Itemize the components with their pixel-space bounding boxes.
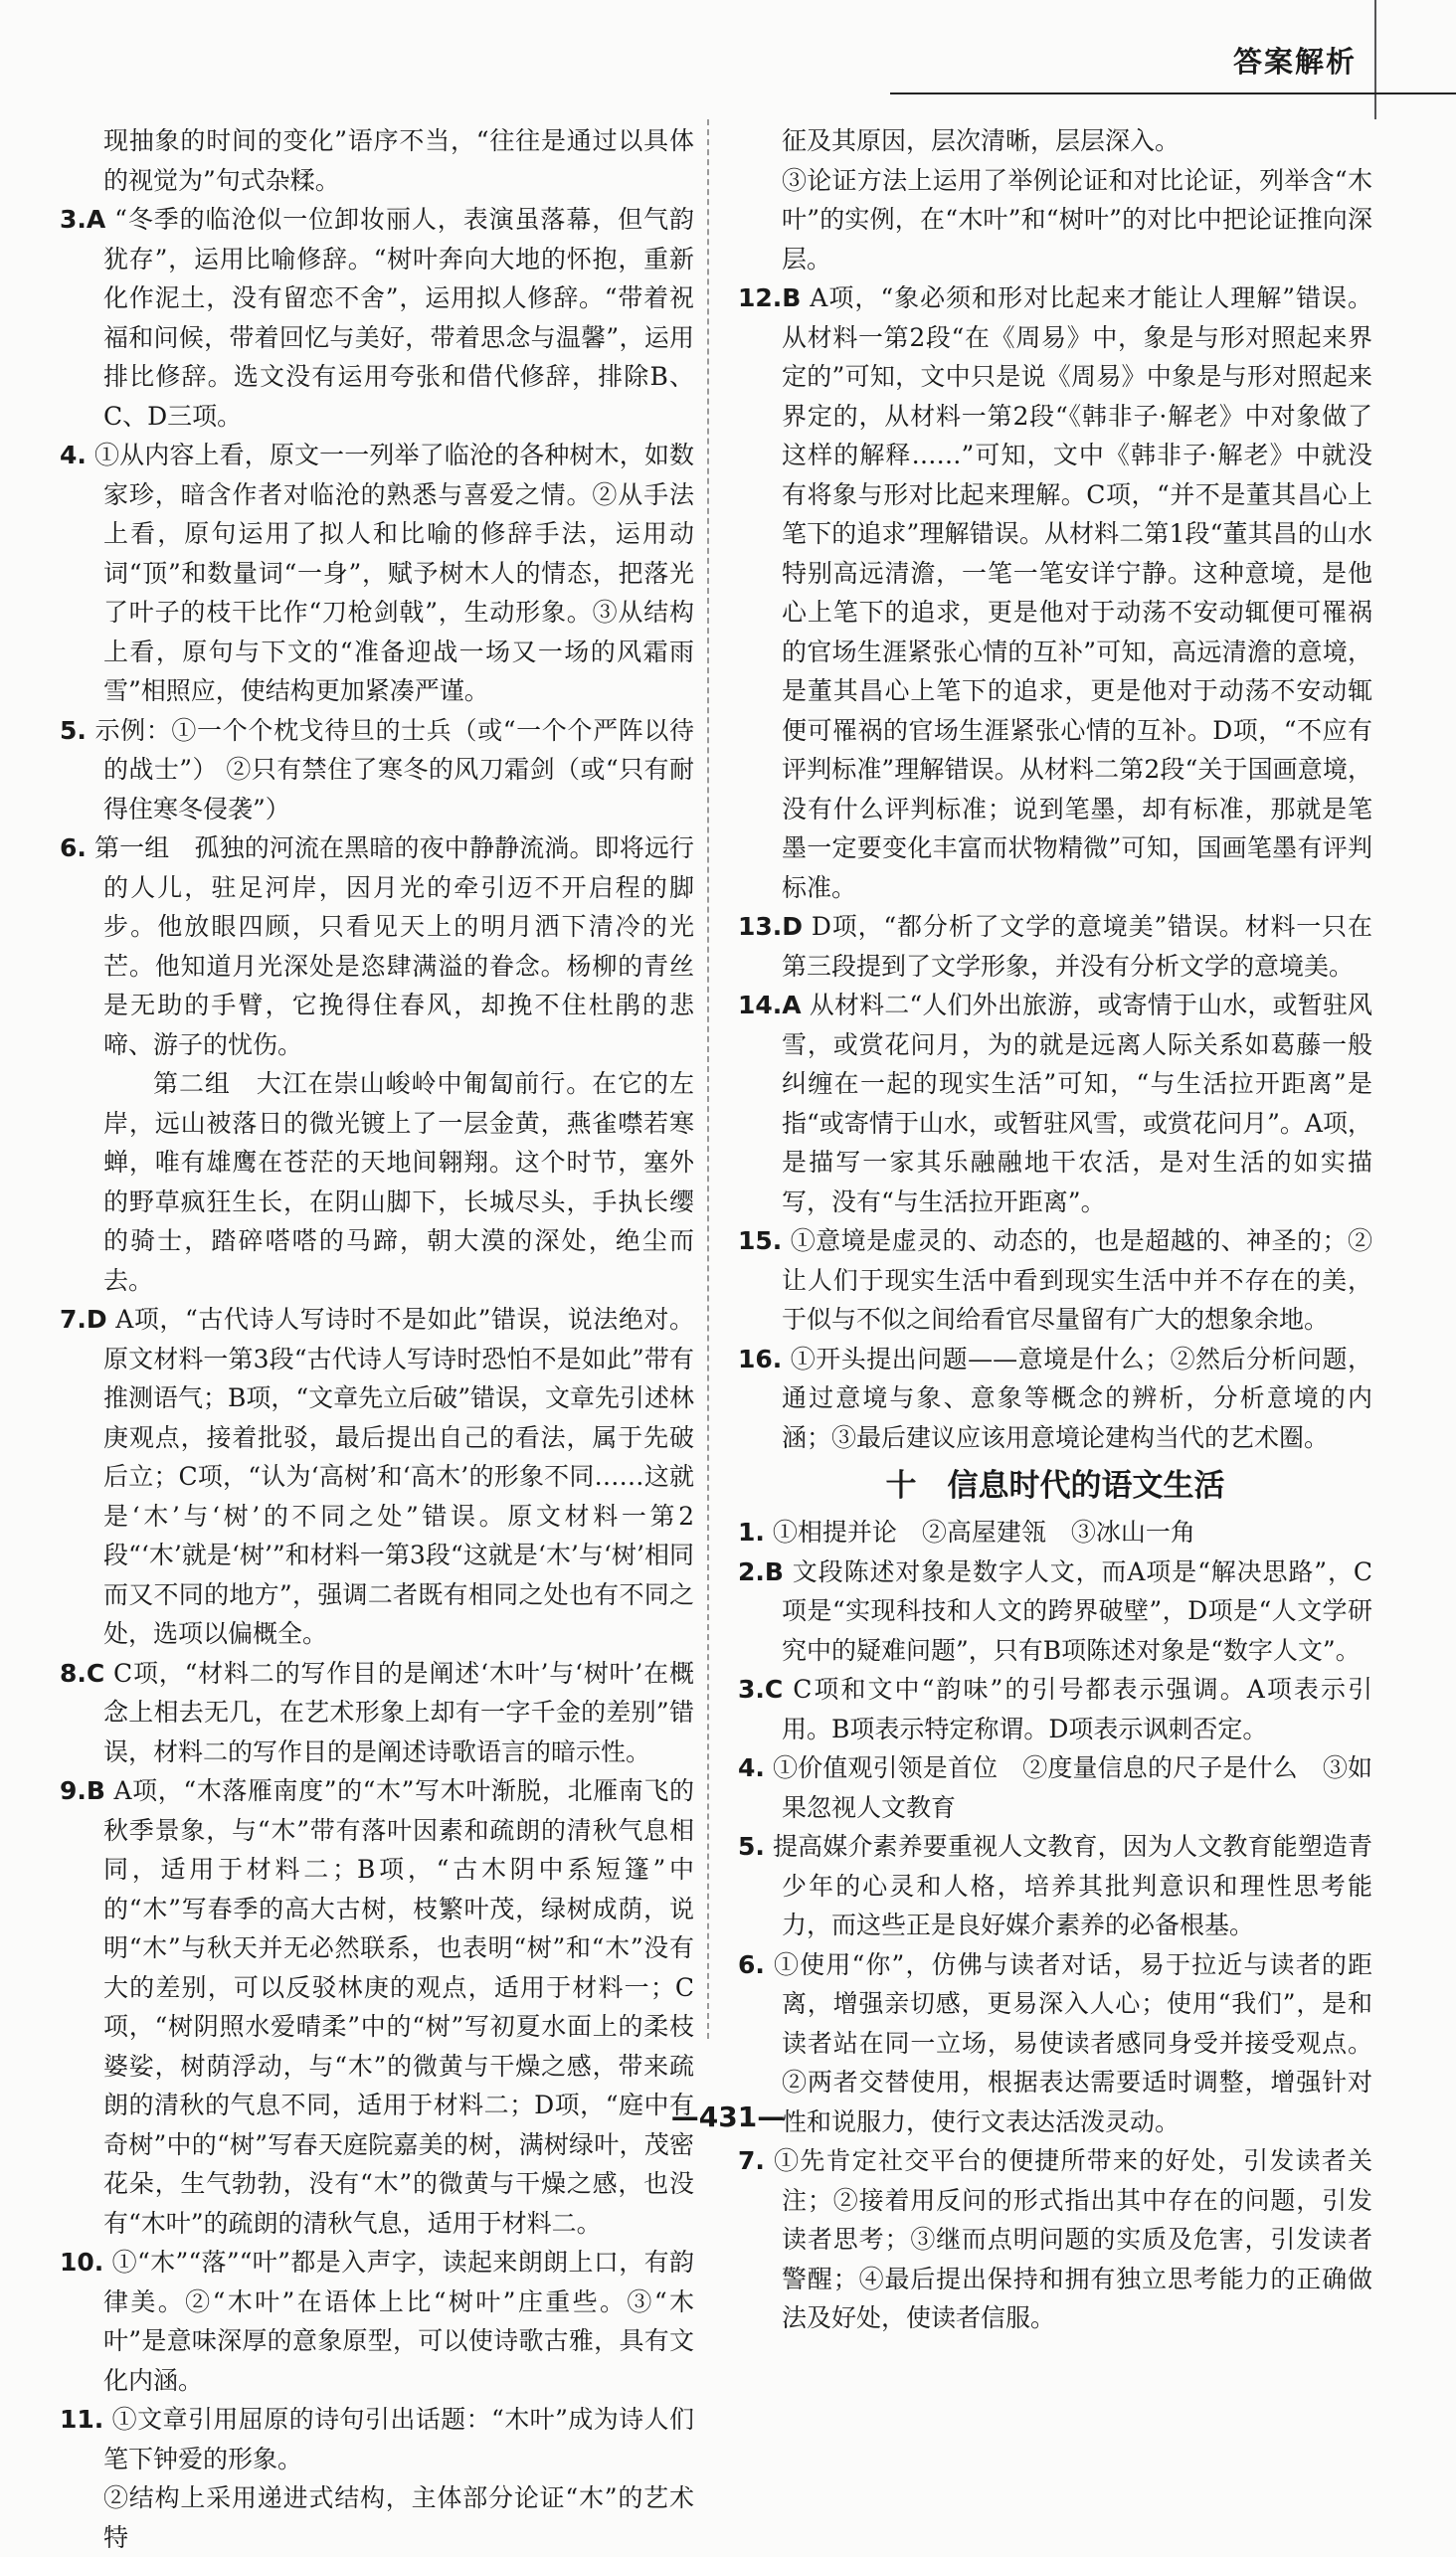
question-number: 6. bbox=[60, 833, 87, 862]
answer-paragraph bbox=[60, 2400, 694, 2478]
question-number: 10. bbox=[60, 2248, 104, 2277]
answer-paragraph bbox=[738, 121, 1372, 161]
answer-paragraph bbox=[60, 200, 694, 436]
answer-paragraph bbox=[60, 1771, 694, 2243]
answer-text: 从材料二“人们外出旅游，或寄情于山水，或暂驻风雪，或赏花问月，为的就是远离人际关系如葛藤一般纠缠在一起的现实生活”可知，“与生活拉开距离”是指“或寄情于山水，或暂驻风雪，或赏花问月”。A项，是描写一家其乐融融地干农活，是对生活的如实描写，没有“与生活拉开距离”。 bbox=[782, 991, 1372, 1216]
answer-text: 征及其原因，层次清晰，层层深入。 bbox=[782, 126, 1181, 155]
answer-text: ③论证方法上运用了举例论证和对比论证，列举含“木叶”的实例，在“木叶”和“树叶”的对比中把论证推向深层。 bbox=[782, 165, 1372, 274]
answer-paragraph bbox=[60, 1300, 694, 1654]
question-number: 14.A bbox=[738, 991, 802, 1019]
right-column-upper bbox=[738, 121, 1372, 1457]
answer-text: 第二组 大江在崇山峻岭中匍匐前行。在它的左岸，远山被落日的微光镀上了一层金黄，燕雀噤若寒蝉，唯有雄鹰在苍茫的天地间翱翔。这个时节，塞外的野草疯狂生长，在阴山脚下，长城尽头，手执长缨的骑士，踏碎嗒嗒的马蹄，朝大漠的深处，绝尘而去。 bbox=[103, 1069, 694, 1295]
question-number: 8.C bbox=[60, 1658, 105, 1688]
question-number: 4. bbox=[60, 441, 87, 469]
answer-text: A项，“木落雁南度”的“木”写木叶渐脱，北雁南飞的秋季景象，与“木”带有落叶因素和疏朗的清秋气息相同，适用于材料二；B项，“古木阴中系短篷”中的“木”写春季的高大古树，枝繁叶茂，绿树成荫，说明“木”与秋天并无必然联系，也表明“树”和“木”没有大的差别，可以反驳林庚的观点，适用于材料一；C项，“树阴照水爱晴柔”中的“树”写初夏水面上的柔枝婆娑，树荫浮动，与“木”的微黄与干燥之感，带来疏朗的清秋的气息不同，适用于材料二；D项，“庭中有奇树”中的“树”写春天庭院嘉美的树，满树绿叶，茂密花朵，生气勃勃，没有“木”的微黄与干燥之感，也没有“木叶”的疏朗的清秋气息，适用于材料二。 bbox=[103, 1776, 694, 2238]
answer-paragraph bbox=[738, 161, 1372, 279]
answer-text: C项和文中“韵味”的引号都表示强调。A项表示引用。B项表示特定称谓。D项表示讽刺否定。 bbox=[782, 1675, 1372, 1743]
answer-text: ①使用“你”，仿佛与读者对话，易于拉近与读者的距离，增强亲切感，更易深入人心；使用“我们”，是和读者站在同一立场，易使读者感同身受并接受观点。②两者交替使用，根据表达需要适时调整，增强针对性和说服力，使行文表达活泼灵动。 bbox=[774, 1949, 1372, 2136]
question-number: 7.D bbox=[60, 1305, 107, 1334]
answer-paragraph bbox=[738, 1670, 1372, 1748]
page-number: —431— bbox=[670, 2100, 786, 2133]
question-number: 2.B bbox=[738, 1556, 784, 1586]
answer-paragraph bbox=[60, 436, 694, 711]
answer-paragraph bbox=[738, 1340, 1372, 1458]
answer-paragraph bbox=[738, 986, 1372, 1221]
column-divider bbox=[707, 119, 709, 2039]
answer-text: 文段陈述对象是数字人文，而A项是“解决思路”，C项是“实现科技和人文的跨界破壁”，D项是“人文学研究中的疑难问题”，只有B项陈述对象是“数字人文”。 bbox=[782, 1556, 1372, 1665]
question-number: 9.B bbox=[60, 1776, 105, 1805]
question-number: 16. bbox=[738, 1344, 783, 1373]
answer-text: 示例：①一个个枕戈待旦的士兵（或“一个个严阵以待的战士”） ②只有禁住了寒冬的风刀霜剑（或“只有耐得住寒冬侵袭”） bbox=[94, 715, 694, 823]
answer-text: ①“木”“落”“叶”都是入声字，读起来朗朗上口，有韵律美。②“木叶”在语体上比“树叶”庄重些。③“木叶”是意味深厚的意象原型，可以使诗歌古雅，具有文化内涵。 bbox=[103, 2248, 694, 2395]
answer-paragraph bbox=[60, 711, 694, 829]
answer-text: ①文章引用屈原的诗句引出话题：“木叶”成为诗人们笔下钟爱的形象。 bbox=[103, 2405, 694, 2473]
question-number: 13.D bbox=[738, 912, 804, 941]
answer-text: ①意境是虚灵的、动态的，也是超越的、神圣的；②让人们于现实生活中看到现实生活中并不存在的美，于似与不似之间给看官尽量留有广大的想象余地。 bbox=[782, 1226, 1372, 1334]
answer-paragraph bbox=[738, 1221, 1372, 1340]
question-number: 3.A bbox=[60, 205, 106, 234]
question-number: 3.C bbox=[738, 1675, 784, 1704]
answer-paragraph bbox=[60, 1654, 694, 1772]
answer-paragraph bbox=[738, 1552, 1372, 1671]
question-number: 4. bbox=[738, 1753, 765, 1782]
answer-text: ①开头提出问题——意境是什么；②然后分析问题，通过意境与象、意象等概念的辨析，分析意境的内涵；③最后建议应该用意境论建构当代的艺术圈。 bbox=[782, 1344, 1372, 1452]
answer-text: ①从内容上看，原文一一列举了临沧的各种树木，如数家珍，暗含作者对临沧的熟悉与喜爱之情。②从手法上看，原句运用了拟人和比喻的修辞手法，运用动词“顶”和数量词“一身”，赋予树木人的情态，把落光了叶子的枝干比作“刀枪剑戟”，生动形象。③从结构上看，原句与下文的“准备迎战一场又一场的风霜雨雪”相照应，使结构更加紧凑严谨。 bbox=[93, 441, 694, 705]
answer-text: 现抽象的时间的变化”语序不当，“往往是通过以具体的视觉为”句式杂糅。 bbox=[103, 126, 694, 195]
answer-text: D项，“都分析了文学的意境美”错误。材料一只在第三段提到了文学形象，并没有分析文学的意境美。 bbox=[782, 912, 1372, 981]
header-title: 答案解析 bbox=[1232, 45, 1357, 79]
answer-paragraph bbox=[738, 2141, 1372, 2338]
left-column bbox=[60, 121, 694, 2557]
question-number: 5. bbox=[738, 1832, 765, 1861]
answer-text: ①相提并论 ②高屋建瓴 ③冰山一角 bbox=[772, 1518, 1195, 1547]
answer-paragraph bbox=[738, 1513, 1372, 1552]
answer-paragraph bbox=[738, 1827, 1372, 1945]
question-number: 11. bbox=[60, 2405, 104, 2434]
header-rule bbox=[890, 92, 1456, 94]
section-title: 十 信息时代的语文生活 bbox=[885, 1468, 1225, 1504]
question-number: 15. bbox=[738, 1226, 783, 1255]
answer-paragraph bbox=[60, 2243, 694, 2400]
question-number: 12.B bbox=[738, 283, 802, 312]
answer-paragraph bbox=[60, 121, 694, 200]
answer-text: 第一组 孤独的河流在黑暗的夜中静静流淌。即将远行的人儿，驻足河岸，因月光的牵引迈不开启程的脚步。他放眼四顾，只看见天上的明月洒下清冷的光芒。他知道月光深处是恣肆满溢的眷念。杨柳的青丝是无助的手臂，它挽得住春风，却挽不住杜鹃的悲啼、游子的忧伤。 bbox=[93, 833, 694, 1059]
answer-text: A项，“象必须和形对比起来才能让人理解”错误。从材料一第2段“在《周易》中，象是与形对照起来界定的”可知，文中只是说《周易》中象是与形对照起来界定的，从材料一第2段“《韩非子·解老》中对象做了这样的解释……”可知，文中《韩非子·解老》中就没有将象与形对比起来理解。C项，“并不是董其昌心上笔下的追求”理解错误。从材料二第1段“董其昌的山水特别高远清澹，一笔一笔安详宁静。这种意境，是他心上笔下的追求，更是他对于动荡不安动辄便可罹祸的官场生涯紧张心情的互补”可知，高远清澹的意境，是董其昌心上笔下的追求，更是他对于动荡不安动辄便可罹祸的官场生涯紧张心情的互补。D项，“不应有评判标准”理解错误。从材料二第2段“关于国画意境，没有什么评判标准；说到笔墨，却有标准，那就是笔墨一定要变化丰富而状物精微”可知，国画笔墨有评判标准。 bbox=[782, 283, 1372, 902]
header-vertical-rule bbox=[1374, 0, 1376, 119]
answer-paragraph bbox=[60, 2478, 694, 2557]
answer-text: ①价值观引领是首位 ②度量信息的尺子是什么 ③如果忽视人文教育 bbox=[772, 1753, 1372, 1822]
answer-text: ①先肯定社交平台的便捷所带来的好处，引发读者关注；②接着用反问的形式指出其中存在的问题，引发读者思考；③继而点明问题的实质及危害，引发读者警醒；④最后提出保持和拥有独立思考能力的正确做法及好处，使读者信服。 bbox=[774, 2146, 1372, 2332]
question-number: 1. bbox=[738, 1518, 765, 1547]
answer-text: ②结构上采用递进式结构，主体部分论证“木”的艺术特 bbox=[103, 2483, 694, 2552]
answer-paragraph bbox=[60, 828, 694, 1064]
answer-paragraph bbox=[738, 278, 1372, 907]
right-column-lower bbox=[738, 1513, 1372, 2338]
answer-text: C项，“材料二的写作目的是阐述‘木叶’与‘树叶’在概念上相去无几，在艺术形象上却有一字千金的差别”错误，材料二的写作目的是阐述诗歌语言的暗示性。 bbox=[103, 1658, 694, 1766]
answer-text: A项，“古代诗人写诗时不是如此”错误，说法绝对。原文材料一第3段“古代诗人写诗时恐怕不是如此”带有推测语气；B项，“文章先立后破”错误，文章先引述林庚观点，接着批驳，最后提出自己的看法，属于先破后立；C项，“认为‘高树’和‘高木’的形象不同……这就是‘木’与‘树’的不同之处”错误。原文材料一第2段“‘木’就是‘树’”和材料一第3段“这就是‘木’与‘树’相同而又不同的地方”，强调二者既有相同之处也有不同之处，选项以偏概全。 bbox=[103, 1305, 694, 1648]
right-column bbox=[738, 121, 1372, 2338]
question-number: 6. bbox=[738, 1949, 765, 1979]
question-number: 5. bbox=[60, 715, 87, 745]
answer-paragraph bbox=[60, 1064, 694, 1300]
question-number: 7. bbox=[738, 2146, 765, 2175]
answer-paragraph bbox=[738, 1748, 1372, 1827]
answer-text: 提高媒介素养要重视人文教育，因为人文教育能塑造青少年的心灵和人格，培养其批判意识和理性思考能力，而这些正是良好媒介素养的必备根基。 bbox=[772, 1832, 1372, 1939]
answer-paragraph bbox=[738, 907, 1372, 986]
answer-text: “冬季的临沧似一位卸妆丽人，表演虽落幕，但气韵犹存”，运用比喻修辞。“树叶奔向大地的怀抱，重新化作泥土，没有留恋不舍”，运用拟人修辞。“带着祝福和问候，带着回忆与美好，带着思念与温馨”，运用排比修辞。选文没有运用夸张和借代修辞，排除B、C、D三项。 bbox=[103, 205, 694, 431]
